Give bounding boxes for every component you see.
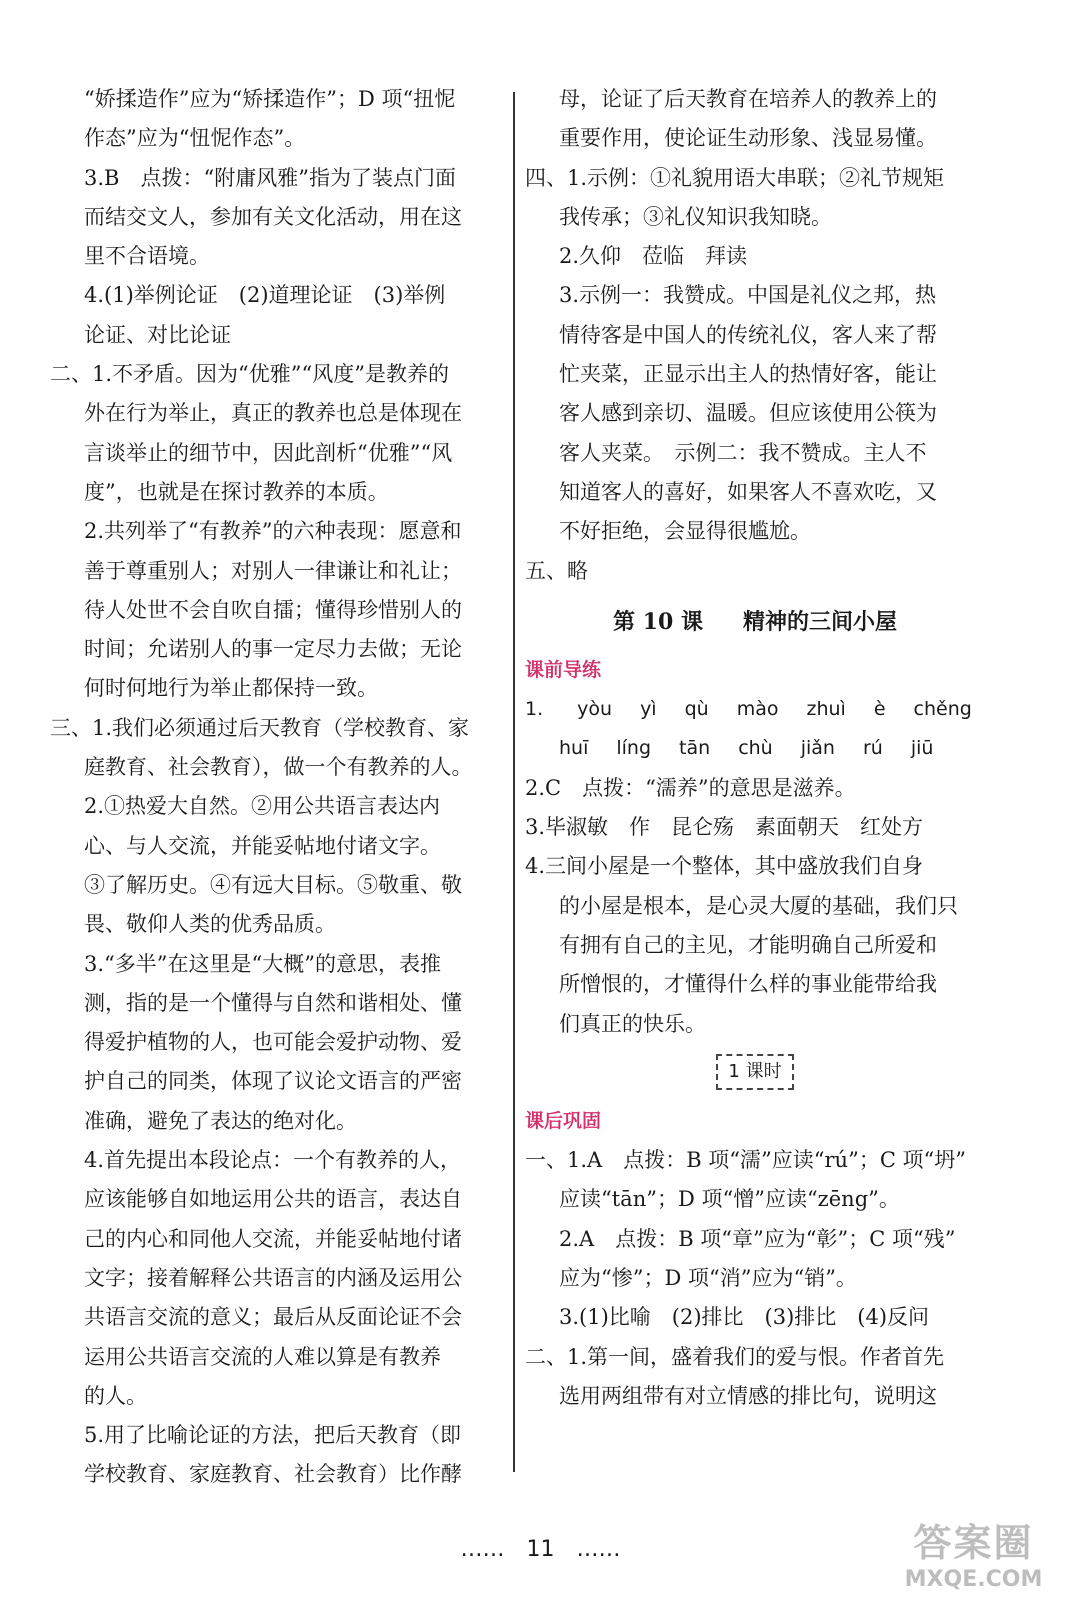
- text-line: 善于尊重别人；对别人一律谦让和礼让；: [84, 558, 462, 583]
- text-line: 母，论证了后天教育在培养人的教养上的: [559, 87, 937, 111]
- text-line: 客人感到亲切、温暖。但应该使用公筷为: [559, 401, 937, 426]
- watermark-bottom: MXQE.COM: [904, 1567, 1043, 1592]
- text-line: 忙夹菜，正显示出主人的热情好客，能让: [559, 362, 937, 387]
- pinyin-item: huī: [559, 737, 589, 760]
- column-divider: [513, 92, 515, 1472]
- text-line: 准确，避免了表达的绝对化。: [84, 1108, 357, 1133]
- text-line: 2.C 点拨：“濡养”的意思是滋养。: [525, 775, 856, 800]
- text-line: 2.共列举了“有教养”的六种表现：愿意和: [84, 519, 462, 544]
- pinyin-item: chù: [738, 737, 773, 760]
- text-line: ③了解历史。④有远大目标。⑤敬重、敬: [84, 872, 462, 897]
- pinyin-item: jiū: [910, 737, 934, 760]
- pinyin-item: rú: [862, 737, 883, 760]
- text-line: 3.示例一：我赞成。中国是礼仪之邦，热: [559, 283, 937, 308]
- text-line: 选用两组带有对立情感的排比句，说明这: [559, 1383, 937, 1408]
- text-line: 时间；允诺别人的事一定尽力去做；无论: [84, 637, 462, 662]
- text-line: 二、1.不矛盾。因为“优雅”“风度”是教养的: [50, 362, 449, 387]
- text-line: 而结交文人，参加有关文化活动，用在这: [84, 204, 462, 229]
- pinyin-item: mào: [736, 698, 779, 721]
- text-line: 三、1.我们必须通过后天教育（学校教育、家: [50, 715, 470, 740]
- watermark-logo: [886, 1512, 1061, 1590]
- left-column: [50, 80, 505, 1495]
- pinyin-item: è: [873, 698, 886, 721]
- text-line: 4.三间小屋是一个整体，其中盛放我们自身: [525, 854, 924, 879]
- text-line: 3.毕淑敏 作 昆仑殇 素面朝天 红处方: [525, 815, 924, 840]
- text-line: 外在行为举止，真正的教养也总是体现在: [84, 401, 462, 426]
- pinyin-item: yì: [640, 698, 657, 721]
- text-line: 言谈举止的细节中，因此剖析“优雅”“风: [84, 440, 453, 465]
- text-line: 共语言交流的意义；最后从反面论证不会: [84, 1305, 462, 1330]
- text-line: 一、1.A 点拨：B 项“濡”应读“rú”；C 项“坍”: [525, 1148, 967, 1173]
- text-line: 4.首先提出本段论点：一个有教养的人，: [84, 1148, 462, 1173]
- text-line: 知道客人的喜好，如果客人不喜欢吃，又: [559, 479, 937, 504]
- text-line: 们真正的快乐。: [559, 1011, 706, 1036]
- page-number: …… 11 ……: [460, 1537, 621, 1562]
- text-line: 畏、敬仰人类的优秀品质。: [84, 912, 336, 937]
- text-line: 二、1.第一间，盛着我们的爱与恨。作者首先: [525, 1344, 945, 1369]
- text-line: 度”，也就是在探讨教养的本质。: [84, 479, 389, 504]
- lesson-heading: [525, 591, 985, 651]
- text-line: 己的内心和同他人交流，并能妥帖地付诸: [84, 1226, 462, 1251]
- text-line: 3.B 点拨：“附庸风雅”指为了装点门面: [84, 165, 456, 190]
- text-line: 的人。: [84, 1383, 147, 1408]
- period-badge: 1 课时: [716, 1054, 793, 1090]
- section-heading-pre: 课前导练: [525, 658, 602, 681]
- period-badge-wrap: [525, 1044, 985, 1102]
- pinyin-item: líng: [616, 737, 652, 760]
- pinyin-item: jiǎn: [800, 737, 835, 760]
- text-line: 5.用了比喻论证的方法，把后天教育（即: [84, 1423, 462, 1448]
- text-line: “娇揉造作”应为“矫揉造作”；D 项“扭怩: [84, 87, 456, 111]
- pinyin-item: yòu: [577, 698, 613, 721]
- text-line: 4.(1)举例论证 (2)道理论证 (3)举例: [84, 283, 446, 308]
- pinyin-item: zhuì: [806, 698, 846, 721]
- pinyin-row-1: 1. yòu yì qù mào zhuì è chěng: [525, 690, 985, 729]
- text-line: 作态”应为“忸怩作态”。: [84, 126, 306, 151]
- text-line: 五、略: [525, 558, 588, 583]
- text-line: 里不合语境。: [84, 244, 210, 269]
- text-line: 运用公共语言交流的人难以算是有教养: [84, 1344, 441, 1369]
- right-column: [525, 80, 985, 1416]
- text-line: 学校教育、家庭教育、社会教育）比作酵: [84, 1462, 462, 1487]
- text-line: 客人夹菜。 示例二：我不赞成。主人不: [559, 440, 927, 465]
- text-line: 重要作用，使论证生动形象、浅显易懂。: [559, 126, 937, 151]
- text-line: 待人处世不会自吹自擂；懂得珍惜别人的: [84, 597, 462, 622]
- text-line: 文字；接着解释公共语言的内涵及运用公: [84, 1265, 462, 1290]
- text-line: 护自己的同类，体现了议论文语言的严密: [84, 1069, 462, 1094]
- text-line: 2.久仰 莅临 拜读: [559, 244, 748, 269]
- text-line: 不好拒绝，会显得很尴尬。: [559, 519, 811, 544]
- section-heading-post: 课后巩固: [525, 1109, 602, 1132]
- pinyin-item: chěng: [913, 698, 972, 721]
- post-class-answers: [525, 1141, 985, 1416]
- text-line: 的小屋是根本，是心灵大厦的基础，我们只: [559, 893, 958, 918]
- text-line: 应为“惨”；D 项“消”应为“销”。: [559, 1266, 857, 1291]
- text-line: 得爱护植物的人，也可能会爱护动物、爱: [84, 1030, 462, 1055]
- text-line: 我传承；③礼仪知识我知晓。: [559, 204, 832, 229]
- text-line: 四、1.示例：①礼貌用语大串联；②礼节规矩: [525, 165, 945, 190]
- text-line: 测，指的是一个懂得与自然和谐相处、懂: [84, 990, 462, 1015]
- text-line: 庭教育、社会教育），做一个有教养的人。: [84, 755, 473, 780]
- text-line: 何时何地行为举止都保持一致。: [84, 676, 378, 701]
- text-line: 有拥有自己的主见，才能明确自己所爱和: [559, 932, 937, 957]
- text-line: 所憎恨的，才懂得什么样的事业能带给我: [559, 972, 937, 997]
- lesson-title: 精神的三间小屋: [742, 608, 897, 635]
- text-line: 3.“多半”在这里是“大概”的意思，表推: [84, 951, 441, 976]
- text-line: 论证、对比论证: [84, 322, 231, 347]
- right-top-answers: [525, 80, 985, 591]
- text-line: 心、与人交流，并能妥帖地付诸文字。: [84, 833, 441, 858]
- pinyin-item: qù: [684, 698, 709, 721]
- text-line: 2.A 点拨：B 项“章”应为“彰”；C 项“残”: [559, 1226, 956, 1251]
- watermark-top: 答案圈: [913, 1521, 1034, 1565]
- pinyin-item: tān: [679, 737, 711, 760]
- pre-class-answers: [525, 769, 985, 1044]
- text-line: 应读“tān”；D 项“憎”应读“zēng”。: [559, 1187, 900, 1212]
- pinyin-row-2: [525, 729, 985, 768]
- text-line: 情待客是中国人的传统礼仪，客人来了帮: [559, 322, 937, 347]
- text-line: 3.(1)比喻 (2)排比 (3)排比 (4)反问: [559, 1305, 930, 1330]
- lesson-number: 第 10 课: [613, 608, 703, 635]
- text-line: 2.①热爱大自然。②用公共语言表达内: [84, 794, 441, 819]
- text-line: 应该能够自如地运用公共的语言，表达自: [84, 1187, 462, 1212]
